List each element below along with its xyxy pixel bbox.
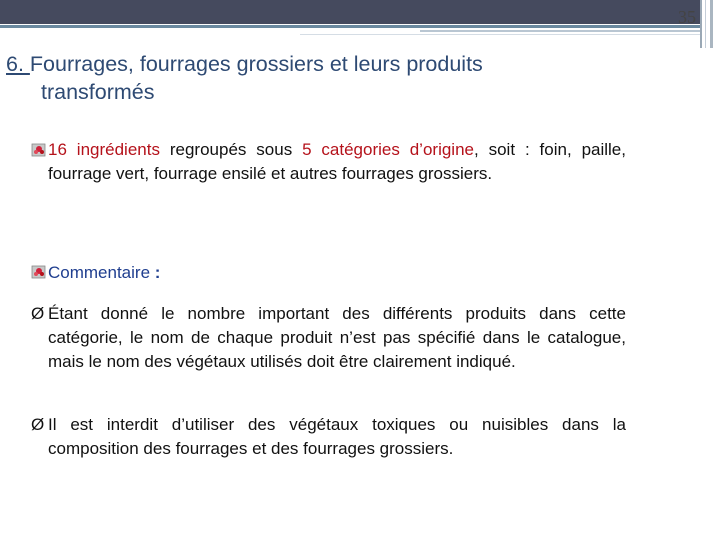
right-edge-line-thick	[710, 0, 713, 48]
commentaire-heading	[48, 261, 626, 285]
slide-title	[6, 50, 646, 106]
title-number: 6.	[6, 52, 30, 76]
page-number: 35	[678, 7, 696, 27]
header-rule-tertiary	[300, 34, 700, 35]
flower-bullet-icon	[31, 264, 47, 280]
paragraph-text-rest: , soit : foin, paille, fourrage vert, fourrage ensilé et autres fourrages grossiers.	[48, 140, 626, 183]
ingredient-count: 16 ingrédients	[48, 140, 160, 159]
title-line-1: Fourrages, fourrages grossiers et leurs produits	[29, 52, 483, 76]
point-2: Il est interdit d’utiliser des végétaux toxiques ou nuisibles dans la composition des fourrages et des fourrages grossiers.	[48, 415, 626, 458]
arrow-bullet-icon: Ø	[31, 415, 45, 434]
header-rule	[0, 25, 700, 28]
commentaire-label: Commentaire	[48, 263, 151, 282]
category-count: 5 catégories d’origine	[302, 140, 474, 159]
title-line-2: transformés	[41, 80, 155, 104]
point-1: Étant donné le nombre important des différents produits dans cette catégorie, le nom de chaque produit n’est pas spécifié dans le catalogue, mais le nom des végétaux utilisés doit être clairement indiqué.	[48, 304, 626, 371]
header-rule-secondary	[420, 30, 700, 32]
right-edge-line	[700, 0, 702, 48]
arrow-bullet-icon: Ø	[31, 304, 45, 323]
commentaire-colon: :	[150, 263, 161, 282]
header-bar	[0, 0, 700, 24]
right-edge-line-thin	[705, 0, 706, 48]
paragraph-ingredients	[48, 138, 626, 186]
paragraph-text-mid: regroupés sous	[159, 140, 303, 159]
flower-bullet-icon	[31, 142, 47, 158]
